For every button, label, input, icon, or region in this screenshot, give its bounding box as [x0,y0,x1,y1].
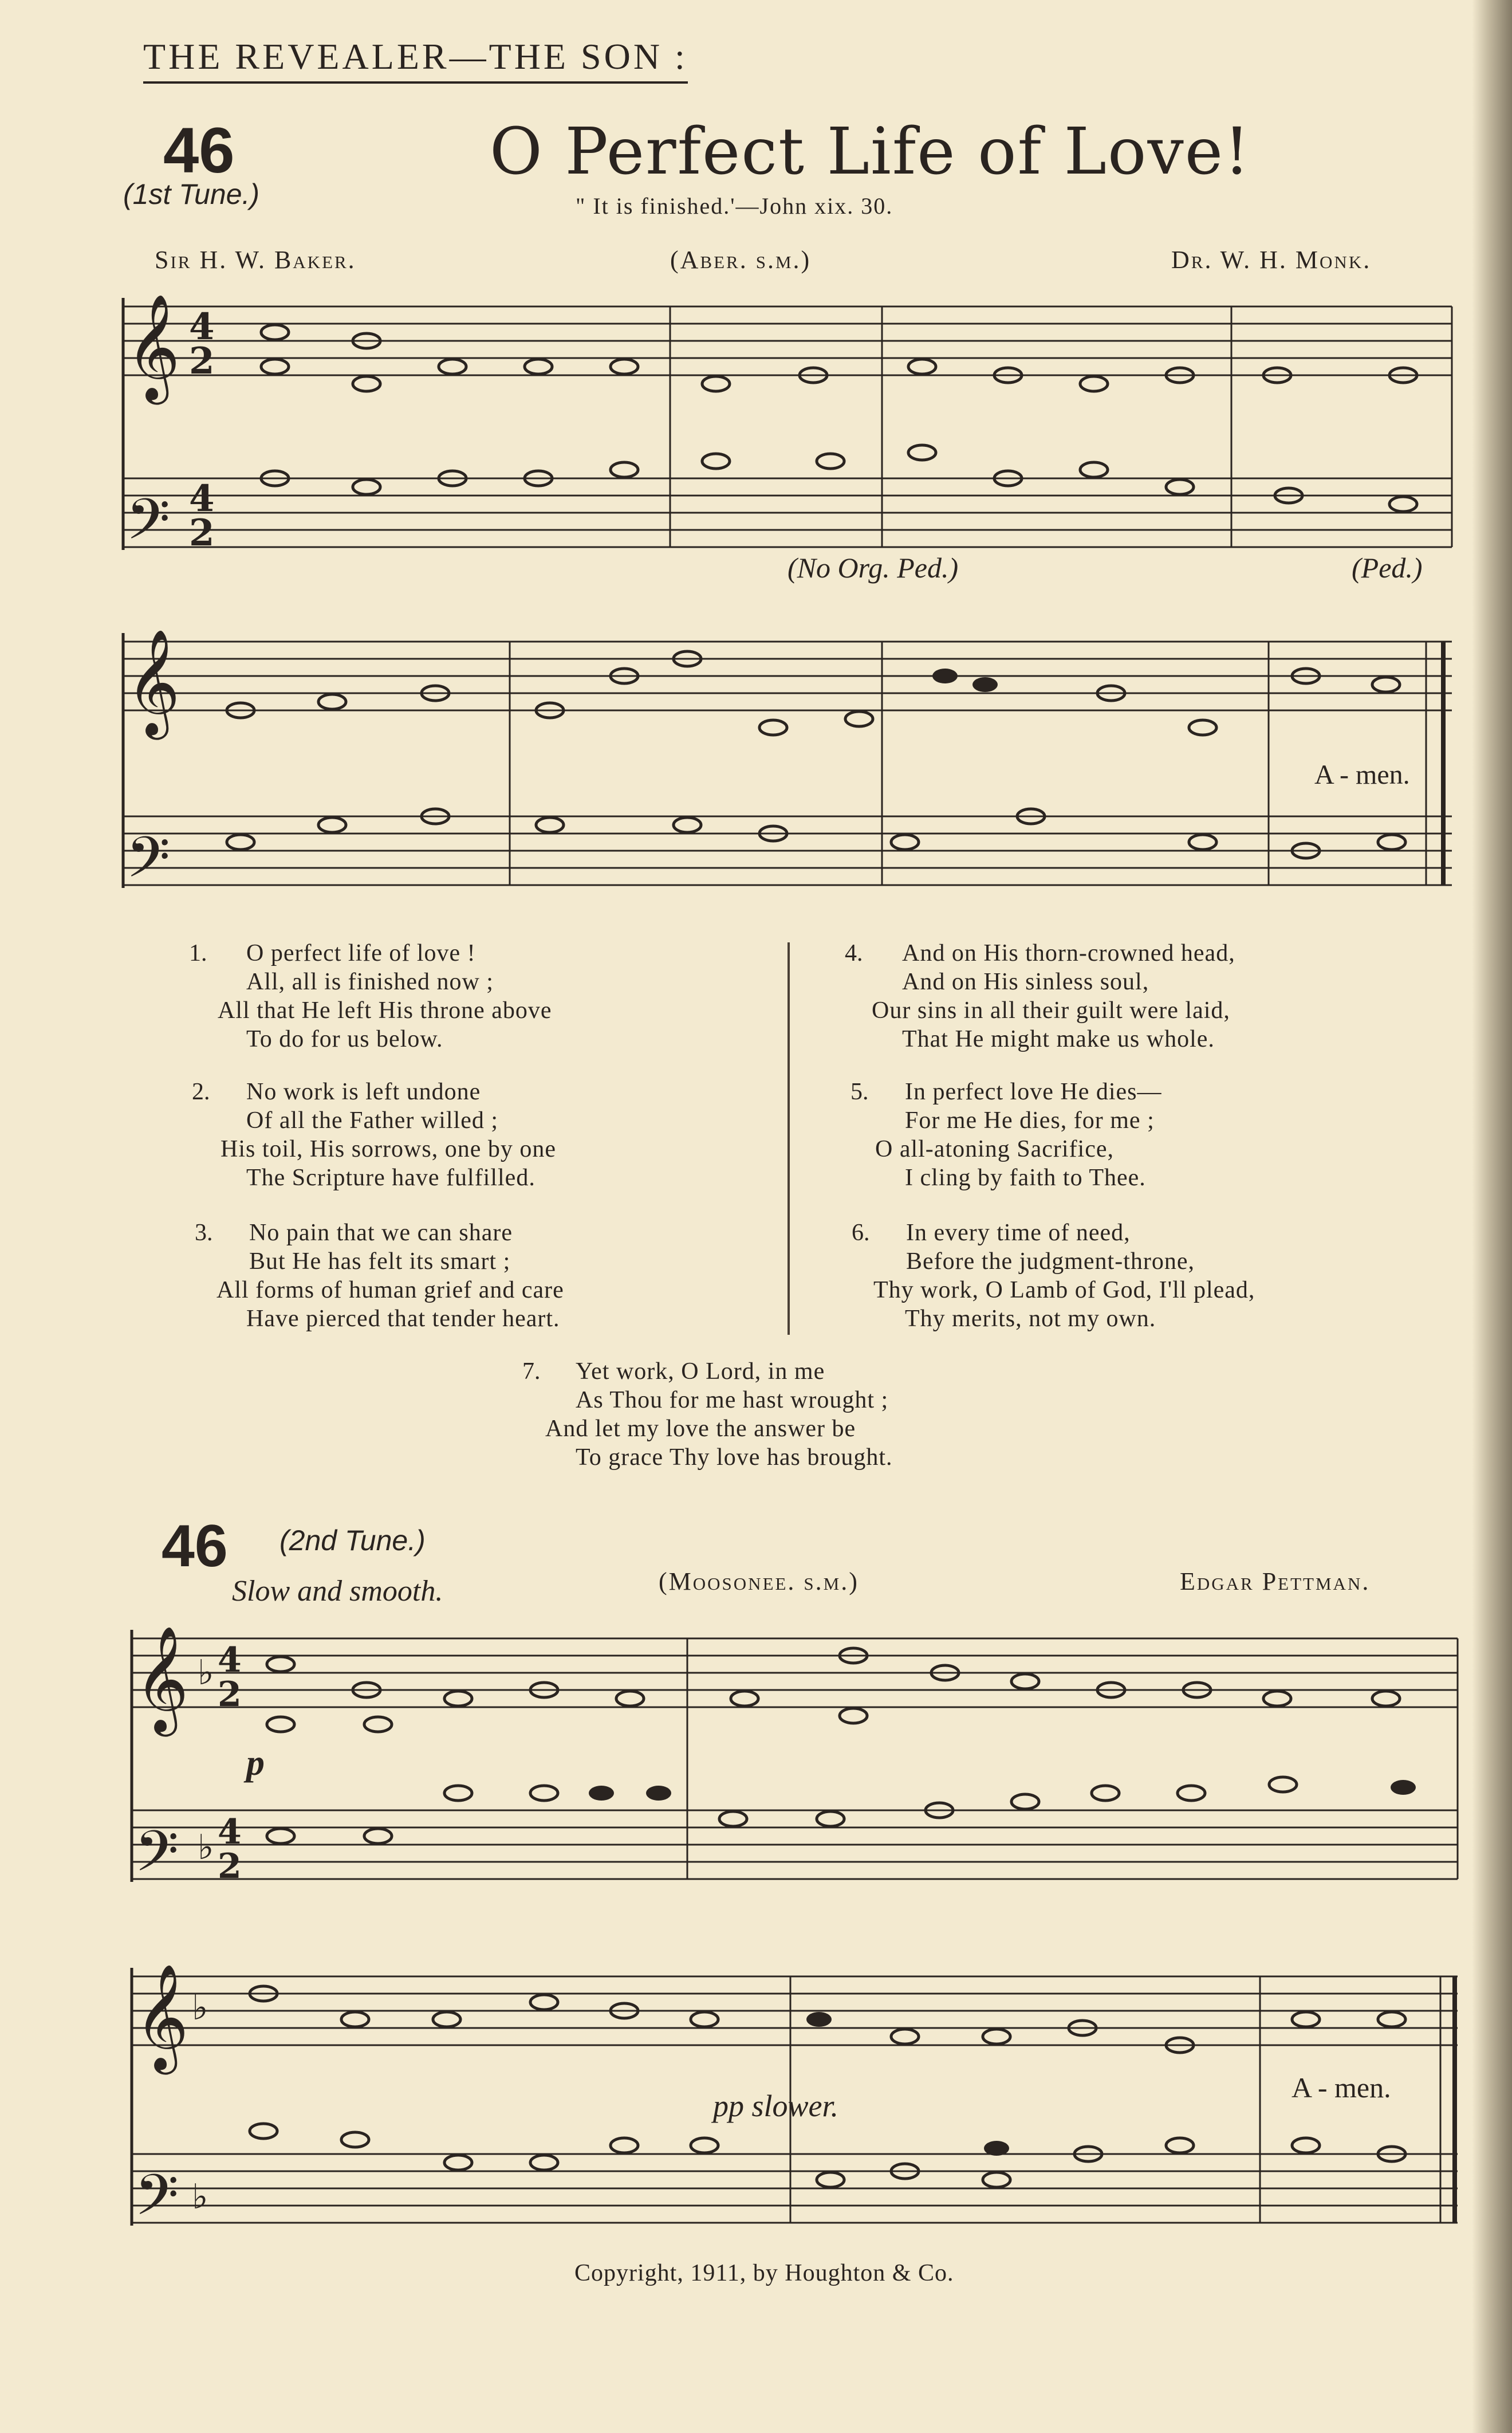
verse-line: Of all the Father willed ; [246,1107,499,1134]
dynamic-piano: p [246,1742,265,1783]
verse-line: Our sins in all their guilt were laid, [872,997,1230,1024]
composer-credit-2: Edgar Pettman. [1180,1567,1371,1595]
tune-name-1: (Aber. s.m.) [670,246,812,274]
verse-number: 2. [192,1079,210,1105]
running-head: THE REVEALER—THE SON : [143,36,688,84]
verse-line: In every time of need, [906,1220,1131,1246]
svg-text:♭: ♭ [192,2177,208,2217]
svg-text:4: 4 [218,1640,242,1680]
verse-line: In perfect love He dies— [905,1079,1162,1105]
svg-text:4: 4 [218,1812,242,1852]
svg-text:𝄞: 𝄞 [135,1625,189,1732]
verse-line: No work is left undone [246,1079,481,1105]
amen-lyric-1: A - men. [1314,760,1410,790]
dynamic-pianissimo-slower: pp slower. [713,2089,839,2123]
svg-text:𝄢: 𝄢 [126,825,171,905]
verse-line: No pain that we can share [249,1220,513,1246]
verse-line: The Scripture have fulfilled. [246,1165,536,1191]
verse-line: Thy work, O Lamb of God, I'll plead, [873,1277,1255,1303]
verse-line: Before the judgment-throne, [906,1248,1195,1275]
hymn-title: O Perfect Life of Love! [490,115,1251,189]
verse-line: O perfect life of love ! [246,940,476,966]
verse-line: That He might make us whole. [902,1026,1215,1052]
no-organ-pedal-instruction: (No Org. Ped.) [788,552,959,584]
verse-number: 1. [189,940,207,966]
epigraph: " It is finished.'—John xix. 30. [576,193,893,219]
svg-text:𝄢: 𝄢 [135,2163,179,2242]
tempo-marking: Slow and smooth. [232,1575,443,1607]
svg-text:𝄞: 𝄞 [135,1963,189,2070]
verse-line: All that He left His throne above [218,997,552,1024]
verse-line: And let my love the answer be [545,1416,856,1442]
verse-line: For me He dies, for me ; [905,1107,1155,1134]
tune-label-2: (2nd Tune.) [279,1524,426,1557]
svg-text:♭: ♭ [198,1653,214,1693]
author-credit: Sir H. W. Baker. [155,246,356,274]
verse-line: Have pierced that tender heart. [246,1306,560,1332]
verse-line: Thy merits, not my own. [905,1306,1156,1332]
verse-line: To grace Thy love has brought. [576,1444,893,1471]
verse-number: 5. [850,1079,869,1105]
verse-line: All forms of human grief and care [216,1277,564,1303]
verse-line: I cling by faith to Thee. [905,1165,1146,1191]
tune-label-1: (1st Tune.) [123,178,260,210]
svg-text:2: 2 [218,1846,242,1886]
verse-number: 4. [845,940,863,966]
svg-text:2: 2 [218,1675,242,1715]
verse-line: As Thou for me hast wrought ; [576,1387,889,1413]
pedal-instruction: (Ped.) [1352,552,1423,584]
svg-text:4: 4 [189,477,215,520]
verse-number: 7. [522,1358,541,1385]
amen-lyric-2: A - men. [1292,2072,1391,2104]
svg-text:4: 4 [189,305,215,348]
verse-number: 3. [195,1220,213,1246]
verse-line: And on His sinless soul, [902,969,1149,995]
verse-line: All, all is finished now ; [246,969,494,995]
verse-number: 6. [852,1220,870,1246]
hymn-number-1: 46 [163,115,235,186]
svg-text:2: 2 [189,512,215,555]
svg-text:2: 2 [189,340,215,383]
svg-text:𝄢: 𝄢 [126,487,171,567]
tune-name-2: (Moosonee. s.m.) [659,1567,859,1595]
verse-line: His toil, His sorrows, one by one [220,1136,556,1162]
hymn-number-2: 46 [162,1513,228,1579]
composer-credit-1: Dr. W. H. Monk. [1171,246,1372,274]
copyright-notice: Copyright, 1911, by Houghton & Co. [574,2260,954,2286]
svg-text:♭: ♭ [198,1827,214,1868]
svg-text:𝄞: 𝄞 [126,293,180,400]
verse-line: But He has felt its smart ; [249,1248,511,1275]
verse-line: Yet work, O Lord, in me [576,1358,825,1385]
svg-text:𝄞: 𝄞 [126,628,180,735]
verse-line: To do for us below. [246,1026,443,1052]
svg-text:♭: ♭ [192,1988,208,2028]
verse-line: And on His thorn-crowned head, [902,940,1235,966]
svg-text:𝄢: 𝄢 [135,1819,179,1899]
verse-line: O all-atoning Sacrifice, [875,1136,1115,1162]
